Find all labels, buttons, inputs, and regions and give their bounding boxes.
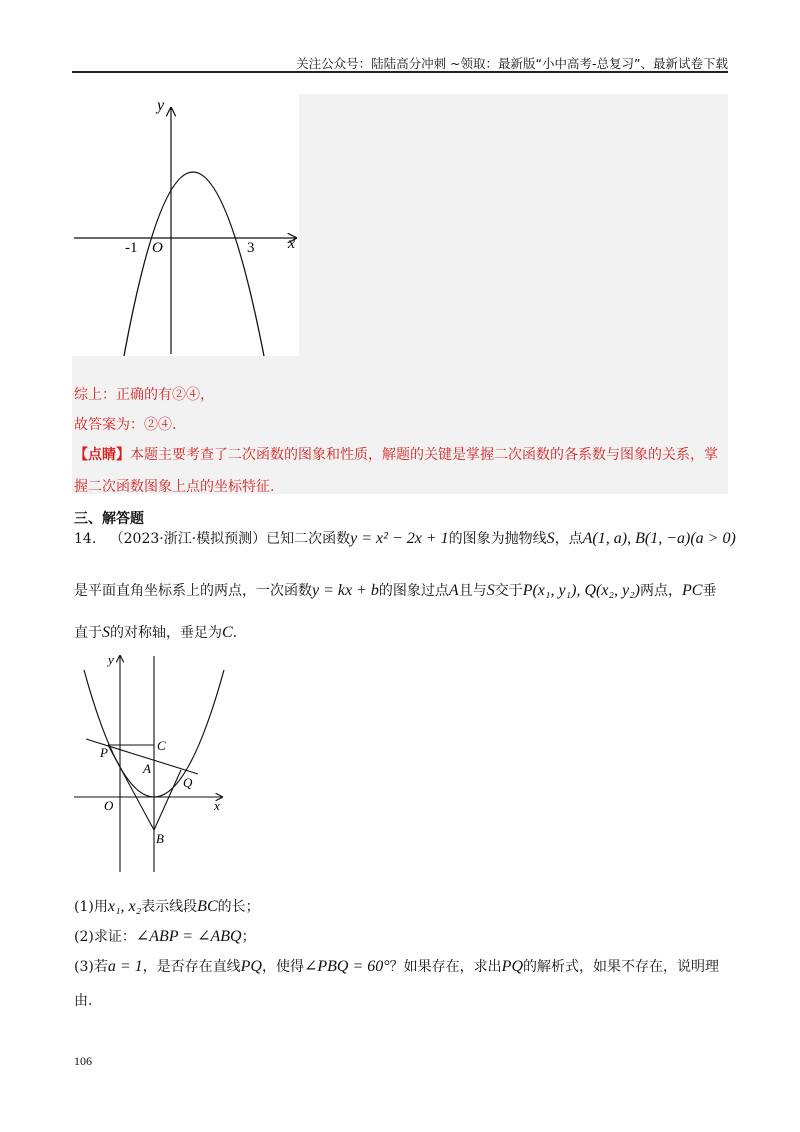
q3-angle: ∠PBQ = 60° (303, 958, 390, 975)
q2-eq: ∠ABP = ∠ABQ (135, 928, 242, 945)
point-A: A (448, 582, 459, 599)
p1-b: 的图象为抛物线 (448, 531, 547, 547)
problem-line-2 (74, 580, 716, 600)
origin-label: O (152, 240, 163, 256)
label-A: A (143, 761, 151, 776)
linear-equation: y = kx + b (312, 582, 379, 599)
problem-line-1 (74, 528, 736, 548)
problem-number: 14. (74, 531, 97, 547)
y-label-2: y (108, 652, 114, 667)
label-B: B (156, 831, 164, 846)
p1-c: ，点 (554, 531, 583, 547)
q2-b: ； (241, 929, 256, 945)
section-title: 三、解答题 (74, 511, 144, 527)
label-C: C (157, 738, 166, 753)
summary-line: 综上：正确的有②④， (74, 387, 214, 403)
comment-line-1 (74, 444, 718, 464)
q3-PQ: PQ (240, 958, 262, 975)
question-2 (74, 926, 256, 946)
p1-a: 已知二次函数 (266, 531, 351, 547)
point-C: C (222, 624, 233, 641)
x-label-2: x (214, 798, 220, 813)
parabola-graph-1 (72, 94, 299, 356)
comment-tag: 【点睛】 (74, 447, 130, 463)
quadratic-equation: y = x² − 2x + 1 (350, 530, 449, 547)
x-axis-label: x (288, 235, 296, 252)
p2-e: 两点， (639, 583, 682, 599)
root-label-right: 3 (247, 240, 255, 256)
points-A-B: A(1, a), B(1, −a)(a > 0) (582, 530, 736, 547)
page-header: 关注公众号：陆陆高分冲刺 ~领取：最新版“小中高考-总复习”、最新试卷下载 (296, 56, 728, 71)
q2-a: (2)求证： (74, 929, 136, 945)
question-3-cont: 由. (74, 993, 93, 1009)
y-axis-label: y (157, 97, 165, 114)
q1-x: x₁, x₂ (107, 898, 142, 915)
q3-eq: a = 1 (107, 958, 143, 975)
question-3 (74, 956, 719, 976)
p2-c: 且与 (458, 583, 487, 599)
p3-c: . (232, 625, 238, 641)
q3-e: 的解析式，如果不存在，说明理 (523, 959, 719, 975)
parabola-S-3: S (102, 624, 110, 641)
answer-line: 故答案为：②④. (74, 417, 177, 433)
label-Q: Q (183, 775, 193, 790)
header-rule (72, 71, 728, 73)
q3-d: ？如果存在，求出 (389, 959, 502, 975)
p3-a: 直于 (74, 625, 102, 641)
q1-c: 的长； (217, 899, 260, 915)
question-1 (74, 896, 260, 916)
p2-b: 的图象过点 (378, 583, 449, 599)
p2-f: 垂 (702, 583, 717, 599)
parabola-curve (124, 172, 264, 356)
problem-line-3 (74, 622, 237, 642)
q3-a: (3)若 (74, 959, 108, 975)
q1-a: (1)用 (74, 899, 108, 915)
page-number: 106 (74, 1054, 92, 1068)
parabola-S-2: S (486, 582, 495, 599)
points-P-Q: P(x₁, y₁), Q(x₂, y₂) (522, 582, 640, 599)
label-P: P (100, 745, 108, 760)
q1-BC: BC (197, 898, 218, 915)
q1-b: 表示线段 (141, 899, 198, 915)
q3-PQ-2: PQ (501, 958, 523, 975)
label-O: O (104, 798, 114, 813)
p2-d: 交于 (494, 583, 523, 599)
p3-b: 的对称轴，垂足为 (110, 625, 222, 641)
comment-line-2: 握二次函数图象上点的坐标特征. (74, 479, 275, 495)
q3-b: ，是否存在直线 (142, 959, 241, 975)
problem-source: （2023·浙江·模拟预测） (109, 531, 267, 547)
root-label-left: -1 (125, 240, 138, 256)
segment-PC: PC (681, 582, 703, 599)
q3-c: ，使得 (261, 959, 304, 975)
parabola-S: S (546, 530, 555, 547)
comment-text-1: 本题主要考查了二次函数的图象和性质，解题的关键是掌握二次函数的各系数与图象的关系，掌 (130, 447, 718, 463)
segment-QB (154, 770, 181, 830)
parabola-graph-2 (72, 652, 228, 874)
p2-a: 是平面直角坐标系上的两点，一次函数 (74, 583, 312, 599)
